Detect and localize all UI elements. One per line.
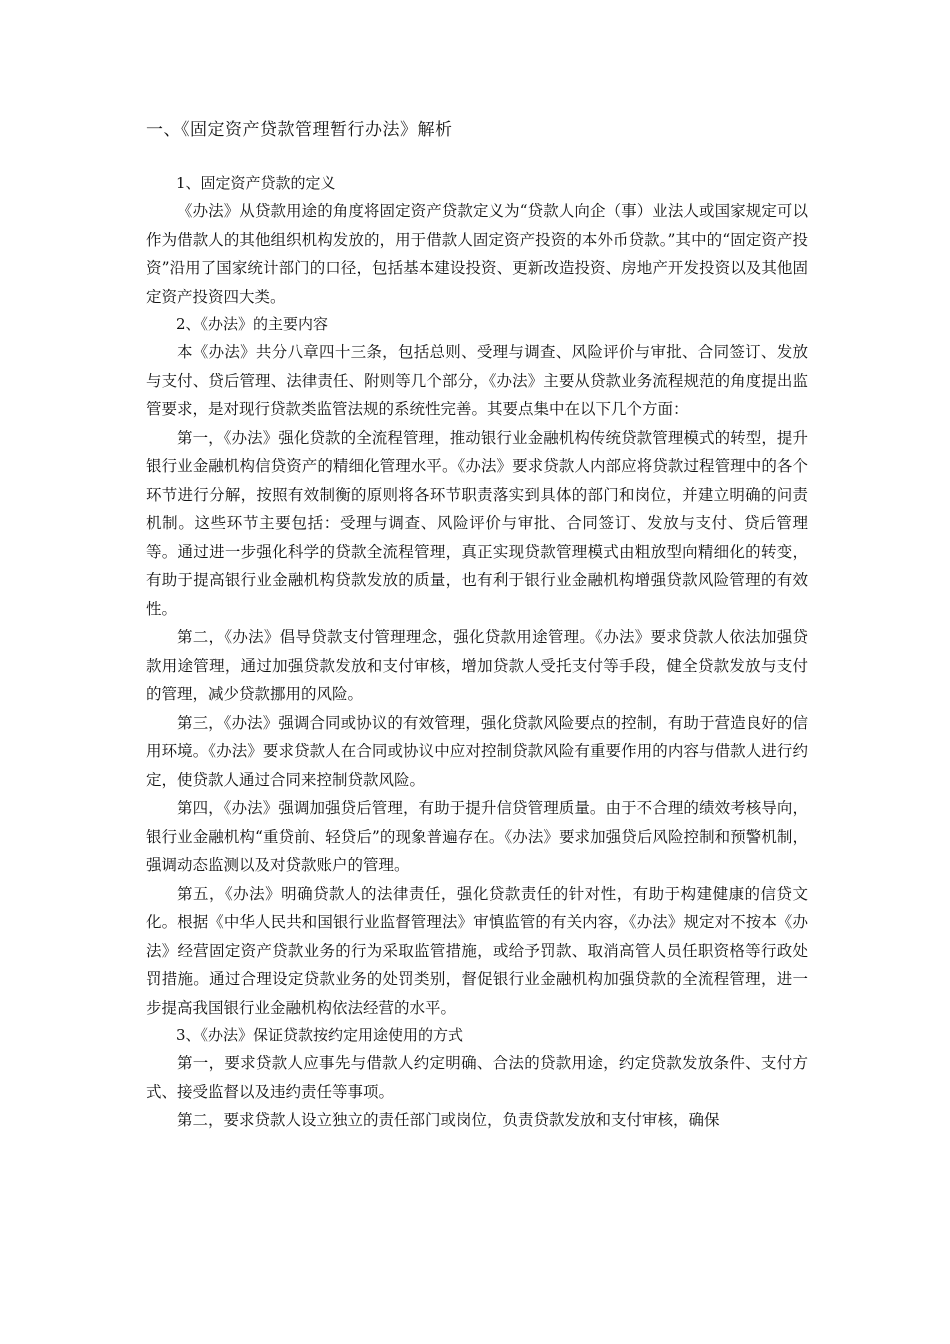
section-main-content: [146, 311, 808, 1022]
paragraph: 第二，要求贷款人设立独立的责任部门或岗位，负责贷款发放和支付审核，确保: [177, 1111, 720, 1129]
section-definition: [146, 170, 808, 311]
document-page: [146, 116, 808, 1135]
document-title: 一、《固定资产贷款管理暂行办法》解析: [146, 120, 453, 140]
paragraph: 《办法》从贷款用途的角度将固定资产贷款定义为“贷款人向企（事）业法人或国家规定可以作为借款人的其他组织机构发放的，用于借款人固定资产投资的本外币贷款。”其中的“固定资产投资”沿用了国家统计部门的口径，包括基本建设投资、更新改造投资、房地产开发投资以及其他固定资产投资四大类。: [146, 202, 808, 306]
section-heading: 2、《办法》的主要内容: [176, 315, 329, 333]
paragraph: 第一，要求贷款人应事先与借款人约定明确、合法的贷款用途，约定贷款发放条件、支付方式、接受监督以及违约责任等事项。: [146, 1054, 808, 1101]
paragraph: 本《办法》共分八章四十三条，包括总则、受理与调查、风险评价与审批、合同签订、发放与支付、贷后管理、法律责任、附则等几个部分，《办法》主要从贷款业务流程规范的角度提出监管要求，是对现行贷款类监管法规的系统性完善。其要点集中在以下几个方面：: [146, 343, 808, 418]
section-heading: 3、《办法》保证贷款按约定用途使用的方式: [176, 1026, 464, 1044]
paragraph: 第四，《办法》强调加强贷后管理，有助于提升信贷管理质量。由于不合理的绩效考核导向，银行业金融机构“重贷前、轻贷后”的现象普遍存在。《办法》要求加强贷后风险控制和预警机制，强调动态监测以及对贷款账户的管理。: [146, 799, 808, 874]
paragraph: 第二，《办法》倡导贷款支付管理理念，强化贷款用途管理。《办法》要求贷款人依法加强贷款用途管理，通过加强贷款发放和支付审核，增加贷款人受托支付等手段，健全贷款发放与支付的管理，减少贷款挪用的风险。: [146, 628, 808, 703]
paragraph: 第五，《办法》明确贷款人的法律责任，强化贷款责任的针对性，有助于构建健康的信贷文化。根据《中华人民共和国银行业监督管理法》审慎监管的有关内容，《办法》规定对不按本《办法》经营固定资产贷款业务的行为采取监管措施，或给予罚款、取消高管人员任职资格等行政处罚措施。通过合理设定贷款业务的处罚类别，督促银行业金融机构加强贷款的全流程管理，进一步提高我国银行业金融机构依法经营的水平。: [146, 884, 808, 1017]
paragraph: 第一，《办法》强化贷款的全流程管理，推动银行业金融机构传统贷款管理模式的转型，提升银行业金融机构信贷资产的精细化管理水平。《办法》要求贷款人内部应将贷款过程管理中的各个环节进行分解，按照有效制衡的原则将各环节职责落实到具体的部门和岗位，并建立明确的问责机制。这些环节主要包括：受理与调查、风险评价与审批、合同签订、发放与支付、贷后管理等。通过进一步强化科学的贷款全流程管理，真正实现贷款管理模式由粗放型向精细化的转变，有助于提高银行业金融机构贷款发放的质量，也有利于银行业金融机构增强贷款风险管理的有效性。: [146, 428, 808, 618]
section-heading: 1、固定资产贷款的定义: [176, 174, 336, 192]
section-usage-methods: [146, 1022, 808, 1135]
paragraph: 第三，《办法》强调合同或协议的有效管理，强化贷款风险要点的控制，有助于营造良好的信用环境。《办法》要求贷款人在合同或协议中应对控制贷款风险有重要作用的内容与借款人进行约定，使贷款人通过合同来控制贷款风险。: [146, 713, 808, 789]
